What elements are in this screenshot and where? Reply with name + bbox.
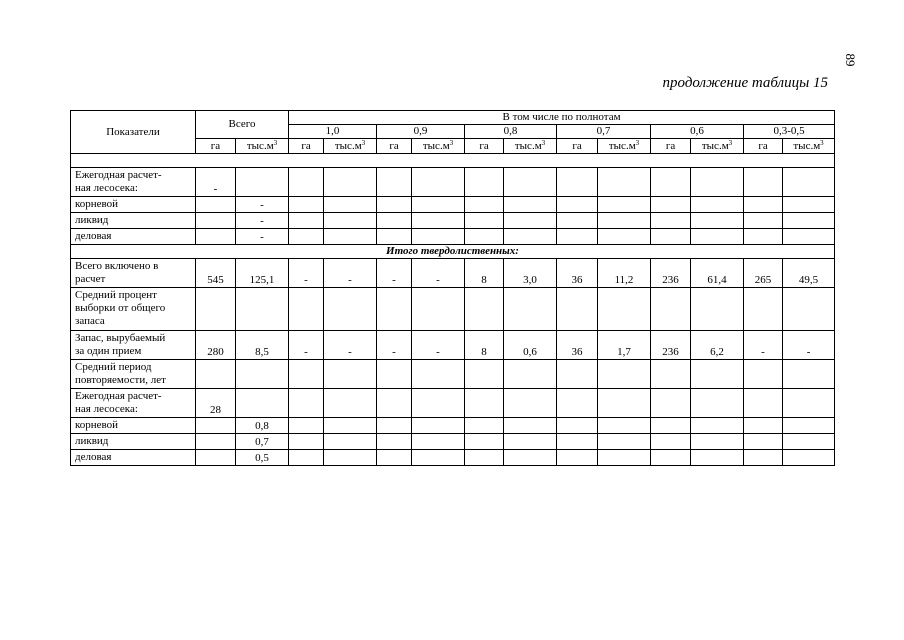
- table-cell: 280: [196, 331, 236, 360]
- table-cell: [377, 360, 412, 389]
- forest-harvest-table: [70, 110, 835, 466]
- table-cell: [557, 229, 598, 245]
- table-cell: [289, 168, 324, 197]
- table-cell: [196, 418, 236, 434]
- table-cell: [744, 229, 783, 245]
- table-cell: [744, 197, 783, 213]
- table-cell: [324, 197, 377, 213]
- table-cell: [465, 213, 504, 229]
- table-cell: [289, 418, 324, 434]
- table-cell: [196, 434, 236, 450]
- table-cell: [324, 229, 377, 245]
- header-total: Всего: [196, 111, 289, 139]
- table-cell: [691, 229, 744, 245]
- table-cell: [783, 418, 835, 434]
- table-cell: -: [289, 259, 324, 288]
- header-indicators: Показатели: [71, 111, 196, 154]
- table-cell: [324, 434, 377, 450]
- table-cell: [236, 389, 289, 418]
- table-cell: 1,7: [598, 331, 651, 360]
- table-cell: [236, 288, 289, 331]
- table-cell: [412, 389, 465, 418]
- table-cell: [465, 434, 504, 450]
- table-cell: [465, 168, 504, 197]
- table-cell: [504, 434, 557, 450]
- table-row: [71, 331, 835, 360]
- header-unit-volume: $тыс.м^3$: [236, 139, 289, 154]
- table-cell: [783, 450, 835, 466]
- row-label: корневой: [71, 418, 196, 434]
- header-unit-area: га: [557, 139, 598, 154]
- spacer-row: [71, 154, 835, 168]
- table-cell: [651, 450, 691, 466]
- table-cell: [651, 434, 691, 450]
- table-cell: [465, 418, 504, 434]
- row-label: Ежегодная расчет- ная лесосека:: [71, 168, 196, 197]
- header-density-0: 1,0: [289, 125, 377, 139]
- table-cell: [783, 168, 835, 197]
- table-cell: [289, 389, 324, 418]
- table-cell: 6,2: [691, 331, 744, 360]
- table-cell: [412, 213, 465, 229]
- table-cell: [465, 389, 504, 418]
- table-cell: [196, 213, 236, 229]
- table-cell: [504, 197, 557, 213]
- table-cell: -: [324, 259, 377, 288]
- table-cell: [744, 450, 783, 466]
- table-row: [71, 450, 835, 466]
- table-cell: [651, 229, 691, 245]
- table-cell: [557, 197, 598, 213]
- table-cell: [504, 360, 557, 389]
- table-row: [71, 389, 835, 418]
- table-cell: [783, 197, 835, 213]
- table-cell: [557, 360, 598, 389]
- table-cell: -: [377, 259, 412, 288]
- table-cell: -: [196, 168, 236, 197]
- table-cell: 3,0: [504, 259, 557, 288]
- table-cell: [324, 213, 377, 229]
- header-density-5: 0,3-0,5: [744, 125, 835, 139]
- table-cell: [196, 229, 236, 245]
- table-cell: [289, 450, 324, 466]
- table-cell: [598, 213, 651, 229]
- section-row: [71, 245, 835, 259]
- table-cell: -: [744, 331, 783, 360]
- table-cell: 8,5: [236, 331, 289, 360]
- table-cell: [196, 450, 236, 466]
- table-cell: [377, 288, 412, 331]
- table-row: [71, 288, 835, 331]
- table-cell: [324, 288, 377, 331]
- table-cell: [465, 288, 504, 331]
- table-cell: [377, 389, 412, 418]
- table-cell: [598, 288, 651, 331]
- table-cell: 28: [196, 389, 236, 418]
- table-cell: -: [412, 259, 465, 288]
- table-cell: [744, 213, 783, 229]
- header-unit-volume: $тыс.м^3$: [324, 139, 377, 154]
- table-cell: -: [412, 331, 465, 360]
- table-cell: [377, 434, 412, 450]
- table-cell: [465, 229, 504, 245]
- table-cell: 0,5: [236, 450, 289, 466]
- page-number: 89: [843, 53, 858, 67]
- table-row: [71, 213, 835, 229]
- table-cell: 49,5: [783, 259, 835, 288]
- table-cell: [377, 450, 412, 466]
- table-cell: [557, 434, 598, 450]
- header-density-group: В том числе по полнотам: [289, 111, 835, 125]
- row-label: ликвид: [71, 213, 196, 229]
- table-cell: [465, 450, 504, 466]
- table-cell: [377, 213, 412, 229]
- table-cell: [557, 418, 598, 434]
- table-cell: [598, 197, 651, 213]
- table-cell: [504, 229, 557, 245]
- table-cell: 8: [465, 331, 504, 360]
- header-unit-area: га: [465, 139, 504, 154]
- table-cell: [377, 418, 412, 434]
- table-cell: [598, 434, 651, 450]
- table-row: [71, 418, 835, 434]
- table-cell: [412, 434, 465, 450]
- table-cell: 236: [651, 331, 691, 360]
- header-unit-area: га: [744, 139, 783, 154]
- table-cell: [783, 213, 835, 229]
- table-cell: [377, 168, 412, 197]
- row-label: деловая: [71, 450, 196, 466]
- table-cell: [783, 360, 835, 389]
- table-cell: [598, 229, 651, 245]
- table-cell: [651, 168, 691, 197]
- table-cell: [598, 450, 651, 466]
- table-cell: [504, 389, 557, 418]
- header-density-1: 0,9: [377, 125, 465, 139]
- table-cell: 11,2: [598, 259, 651, 288]
- table-cell: [324, 418, 377, 434]
- table-cell: [744, 360, 783, 389]
- table-cell: -: [783, 331, 835, 360]
- table-cell: -: [377, 331, 412, 360]
- table-cell: 0,8: [236, 418, 289, 434]
- table-cell: [412, 168, 465, 197]
- table-cell: [783, 434, 835, 450]
- table-cell: [412, 360, 465, 389]
- table-cell: [412, 229, 465, 245]
- table-cell: [412, 450, 465, 466]
- table-cell: [557, 213, 598, 229]
- table-cell: -: [236, 197, 289, 213]
- table-cell: [196, 288, 236, 331]
- table-cell: [324, 389, 377, 418]
- table-cell: [691, 434, 744, 450]
- table-cell: -: [236, 229, 289, 245]
- table-cell: [598, 168, 651, 197]
- table-cell: 61,4: [691, 259, 744, 288]
- table-cell: [412, 197, 465, 213]
- table-cell: [557, 450, 598, 466]
- table-row: [71, 229, 835, 245]
- table-cell: [783, 288, 835, 331]
- table-cell: [783, 229, 835, 245]
- header-density-4: 0,6: [651, 125, 744, 139]
- table-cell: [651, 360, 691, 389]
- table-cell: 0,7: [236, 434, 289, 450]
- table-cell: [465, 360, 504, 389]
- table-row: [71, 434, 835, 450]
- table-cell: [691, 168, 744, 197]
- table-cell: 36: [557, 331, 598, 360]
- table-cell: [744, 418, 783, 434]
- table-cell: [377, 197, 412, 213]
- table-cell: [557, 389, 598, 418]
- table-cell: [744, 434, 783, 450]
- table-cell: -: [289, 331, 324, 360]
- table-cell: [557, 288, 598, 331]
- table-cell: [236, 360, 289, 389]
- table-cell: -: [324, 331, 377, 360]
- table-cell: [289, 213, 324, 229]
- header-unit-volume: $тыс.м^3$: [504, 139, 557, 154]
- table-row: [71, 168, 835, 197]
- table-cell: [324, 360, 377, 389]
- section-title: Итого твердолиственных:: [71, 245, 835, 259]
- table-cell: [598, 418, 651, 434]
- table-row: [71, 259, 835, 288]
- table-cell: [691, 288, 744, 331]
- table-cell: [236, 168, 289, 197]
- table-cell: [744, 168, 783, 197]
- table-cell: [324, 168, 377, 197]
- table-cell: [289, 229, 324, 245]
- header-unit-area: га: [377, 139, 412, 154]
- table-cell: [783, 389, 835, 418]
- table-cell: [196, 197, 236, 213]
- header-density-2: 0,8: [465, 125, 557, 139]
- table-cell: [465, 197, 504, 213]
- header-unit-volume: $тыс.м^3$: [598, 139, 651, 154]
- header-unit-area: га: [289, 139, 324, 154]
- row-label: Средний процент выборки от общего запаса: [71, 288, 196, 331]
- header-density-3: 0,7: [557, 125, 651, 139]
- table-cell: [691, 213, 744, 229]
- table-cell: [412, 288, 465, 331]
- table-cell: [651, 213, 691, 229]
- header-unit-volume: $тыс.м^3$: [783, 139, 835, 154]
- row-label: Запас, вырубаемый за один прием: [71, 331, 196, 360]
- row-label: ликвид: [71, 434, 196, 450]
- table-cell: [289, 197, 324, 213]
- table-cell: [412, 418, 465, 434]
- table-cell: [504, 213, 557, 229]
- row-label: корневой: [71, 197, 196, 213]
- table-row: [71, 197, 835, 213]
- table-cell: [377, 229, 412, 245]
- table-row: [71, 360, 835, 389]
- table-cell: [598, 360, 651, 389]
- table-cell: [289, 360, 324, 389]
- table-cell: [504, 450, 557, 466]
- table-cell: [289, 434, 324, 450]
- row-label: Ежегодная расчет- ная лесосека:: [71, 389, 196, 418]
- table-cell: -: [236, 213, 289, 229]
- table-cell: [691, 450, 744, 466]
- table-cell: [504, 168, 557, 197]
- table-cell: [196, 360, 236, 389]
- header-unit-volume: $тыс.м^3$: [412, 139, 465, 154]
- table-cell: [744, 389, 783, 418]
- table-cell: [557, 168, 598, 197]
- table-cell: [651, 288, 691, 331]
- table-cell: [691, 197, 744, 213]
- table-cell: 125,1: [236, 259, 289, 288]
- table-cell: [289, 288, 324, 331]
- table-cell: [691, 418, 744, 434]
- header-unit-volume: $тыс.м^3$: [691, 139, 744, 154]
- table-continuation-caption: продолжение таблицы 15: [662, 75, 828, 91]
- table-cell: [324, 450, 377, 466]
- table-cell: [651, 197, 691, 213]
- header-unit-area: га: [651, 139, 691, 154]
- table-cell: [691, 360, 744, 389]
- table-cell: [504, 288, 557, 331]
- row-label: Всего включено в расчет: [71, 259, 196, 288]
- table-cell: [598, 389, 651, 418]
- table-cell: [651, 418, 691, 434]
- table-cell: [651, 389, 691, 418]
- table-cell: [504, 418, 557, 434]
- row-label: Средний период повторяемости, лет: [71, 360, 196, 389]
- table-cell: 265: [744, 259, 783, 288]
- table-cell: 545: [196, 259, 236, 288]
- row-label: деловая: [71, 229, 196, 245]
- table-cell: [691, 389, 744, 418]
- header-unit-area: га: [196, 139, 236, 154]
- table-cell: 0,6: [504, 331, 557, 360]
- table-cell: 236: [651, 259, 691, 288]
- table-cell: 36: [557, 259, 598, 288]
- table-cell: 8: [465, 259, 504, 288]
- table-cell: [744, 288, 783, 331]
